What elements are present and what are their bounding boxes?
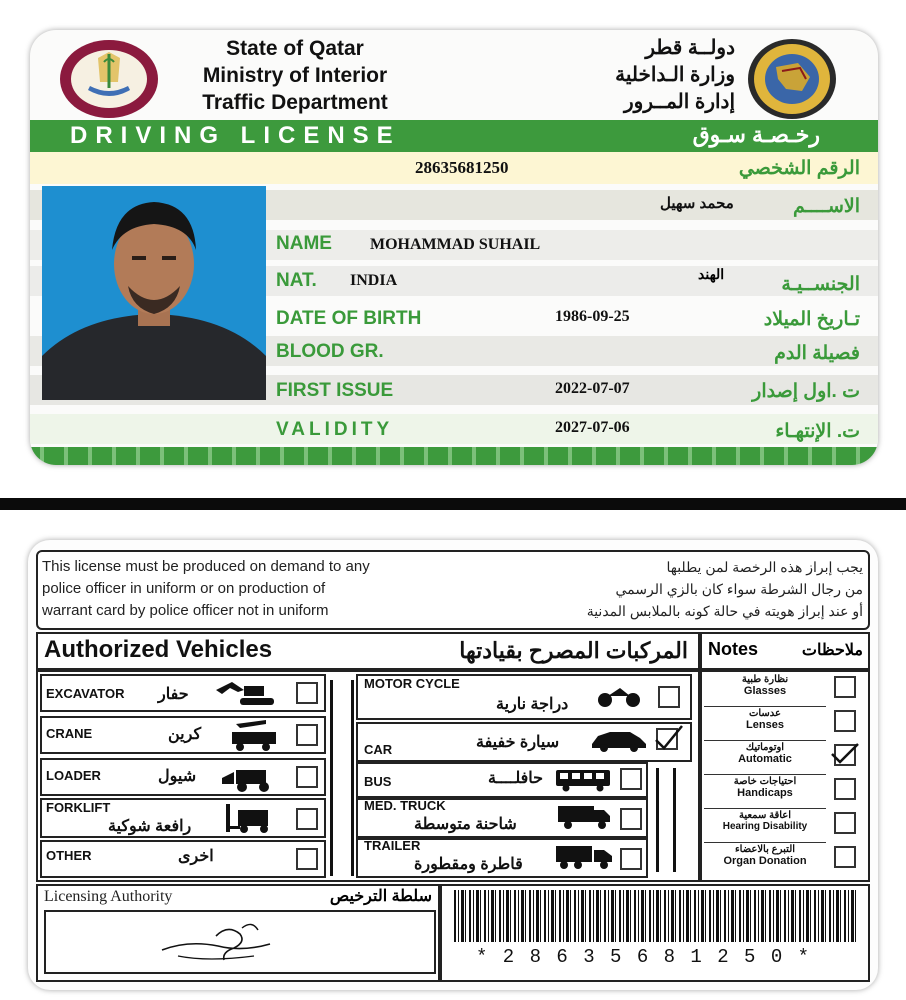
automatic-check-mark [830,740,860,773]
loader-checkbox[interactable] [296,766,318,788]
dob-value: 1986-09-25 [555,308,630,325]
car-check-mark [654,724,684,757]
notes-title-en: Notes [708,639,759,659]
other-label-ar: اخرى [178,848,214,865]
loader-label-ar: شيول [158,768,197,785]
excavator-label-ar: حفار [158,686,189,703]
note-organ-ar: التبرع بالاعضاء [734,844,796,855]
note-item-lenses [704,708,826,741]
motorcycle-label-ar: دراجة نارية [496,696,569,713]
lenses-checkbox[interactable] [834,710,856,732]
note-item-hearing [704,810,826,843]
note-item-glasses [704,674,826,707]
license-title-en: DRIVING LICENSE [70,122,401,149]
header-en-line-2: Ministry of Interior [202,64,388,87]
note-item-organ-donation [704,844,826,876]
handicaps-checkbox[interactable] [834,778,856,800]
crane-label: CRANE [46,726,93,741]
notice-en-line-1: This license must be produced on demand to any [42,558,370,575]
nationality-label-ar: الجنســيـة [781,274,860,295]
license-front-card [30,30,878,465]
note-handicaps-ar: احتياجات خاصة [733,776,797,787]
forklift-checkbox[interactable] [296,808,318,830]
note-lenses-en: Lenses [746,719,784,731]
bus-icon [554,768,612,797]
excavator-label: EXCAVATOR [46,686,125,701]
crane-checkbox[interactable] [296,724,318,746]
blood-group-label: BLOOD GR. [276,341,384,362]
forklift-icon [224,802,280,839]
medium-truck-checkbox[interactable] [620,808,642,830]
notice-english [42,556,522,622]
excavator-icon [214,680,280,711]
notice-ar-line-3: أو عند إبراز هويته في حالة كونه بالملابس المدنية [586,603,863,619]
notice-ar-line-2: من رجال الشرطة سواء كان بالزي الرسمي [615,581,863,597]
authorized-vehicles-title-ar: المركبات المصرح بقيادتها [459,638,688,663]
authorized-vehicles-title-en: Authorized Vehicles [44,636,273,663]
group-bracket [656,768,676,872]
note-hearing-ar: اعاقة سمعية [738,810,792,821]
motorcycle-icon [596,682,642,713]
trailer-label: TRAILER [364,838,421,853]
first-issue-label: FIRST ISSUE [276,380,394,401]
car-icon [590,728,648,757]
other-checkbox[interactable] [296,848,318,870]
loader-label: LOADER [46,768,101,783]
note-item-automatic [704,742,826,775]
notice-en-line-2: police officer in uniform or on production of [42,580,326,597]
other-label: OTHER [46,848,92,863]
notice-arabic [468,556,863,622]
note-automatic-en: Automatic [738,753,792,765]
trailer-label-ar: قاطرة ومقطورة [414,856,523,873]
blood-group-label-ar: فصيلة الدم [774,343,860,364]
decorative-bottom-border [30,447,878,465]
header-arabic [550,35,735,116]
personal-number-value: 28635681250 [415,158,509,177]
column-bracket [330,680,354,876]
note-glasses-en: Glasses [743,685,787,697]
nationality-label: NAT. [276,270,317,291]
loader-icon [220,762,280,797]
name-label: NAME [276,233,332,254]
licensing-authority-label-ar: سلطة الترخيص [329,888,432,905]
forklift-label-ar: رافعة شوكية [108,818,192,835]
nationality-value: INDIA [350,272,398,289]
note-hearing-en: Hearing Disability [722,821,808,832]
nationality-value-ar: الهند [698,266,725,282]
signature-image [158,916,278,975]
validity-label: VALIDITY [276,419,394,440]
divider-bar [0,498,906,510]
dob-label-ar: تـاريخ الميلاد [763,309,860,330]
license-back-card [28,540,878,990]
personal-number-label-ar: الرقم الشخصي [738,158,860,179]
glasses-checkbox[interactable] [834,676,856,698]
crane-icon [226,718,282,757]
header-english [170,35,420,116]
validity-label-ar: ت. الإنتهـاء [775,421,860,442]
car-label-ar: سيارة خفيفة [476,734,560,751]
validity-value: 2027-07-06 [555,419,630,436]
motorcycle-label: MOTOR CYCLE [364,676,460,691]
dob-label: DATE OF BIRTH [276,308,422,329]
first-issue-label-ar: ت .اول إصدار [752,381,860,402]
medium-truck-icon [556,804,612,835]
note-handicaps-en: Handicaps [737,787,793,799]
gcc-emblem-seal [746,37,838,121]
trailer-checkbox[interactable] [620,848,642,870]
note-lenses-ar: عدسات [748,708,782,719]
holder-photo [42,186,266,400]
notes-title-ar: ملاحظات [801,642,863,659]
notice-ar-line-1: يجب إبراز هذه الرخصة لمن يطلبها [666,559,863,575]
licensing-authority-label: Licensing Authority [44,888,173,905]
notice-en-line-3: warrant card by police officer not in uniform [42,602,329,619]
first-issue-value: 2022-07-07 [555,380,630,397]
trailer-icon [554,844,614,875]
note-automatic-ar: اوتوماتيك [745,742,785,753]
hearing-checkbox[interactable] [834,812,856,834]
note-item-handicaps [704,776,826,809]
car-label: CAR [364,742,393,757]
bus-checkbox[interactable] [620,768,642,790]
medium-truck-label-ar: شاحنة متوسطة [414,816,517,833]
organ-donation-checkbox[interactable] [834,846,856,868]
forklift-label: FORKLIFT [46,800,111,815]
header-en-line-1: State of Qatar [226,37,364,60]
name-arabic-value: محمد سهيل [660,195,734,212]
crane-label-ar: كرين [168,726,202,743]
name-value: MOHAMMAD SUHAIL [370,236,541,253]
motorcycle-checkbox[interactable] [658,686,680,708]
header-ar-line-2: وزارة الـداخلية [615,64,735,86]
name-label-ar: الاســــم [793,196,860,217]
medium-truck-label: MED. TRUCK [364,798,446,813]
barcode [454,890,858,942]
excavator-checkbox[interactable] [296,682,318,704]
header-en-line-3: Traffic Department [202,91,388,114]
bus-label-ar: حافلــــة [488,770,544,787]
license-title-ar: رخـصـة سـوق [692,122,820,147]
qatar-emblem-seal [58,38,160,120]
header-ar-line-1: دولــة قطر [645,37,735,59]
note-glasses-ar: نظارة طبية [741,674,789,685]
barcode-number: * 2 8 6 3 5 6 8 1 2 5 0 * [476,946,812,968]
bus-label: BUS [364,774,392,789]
header-ar-line-3: إدارة المــرور [624,91,735,113]
note-organ-en: Organ Donation [723,855,807,867]
